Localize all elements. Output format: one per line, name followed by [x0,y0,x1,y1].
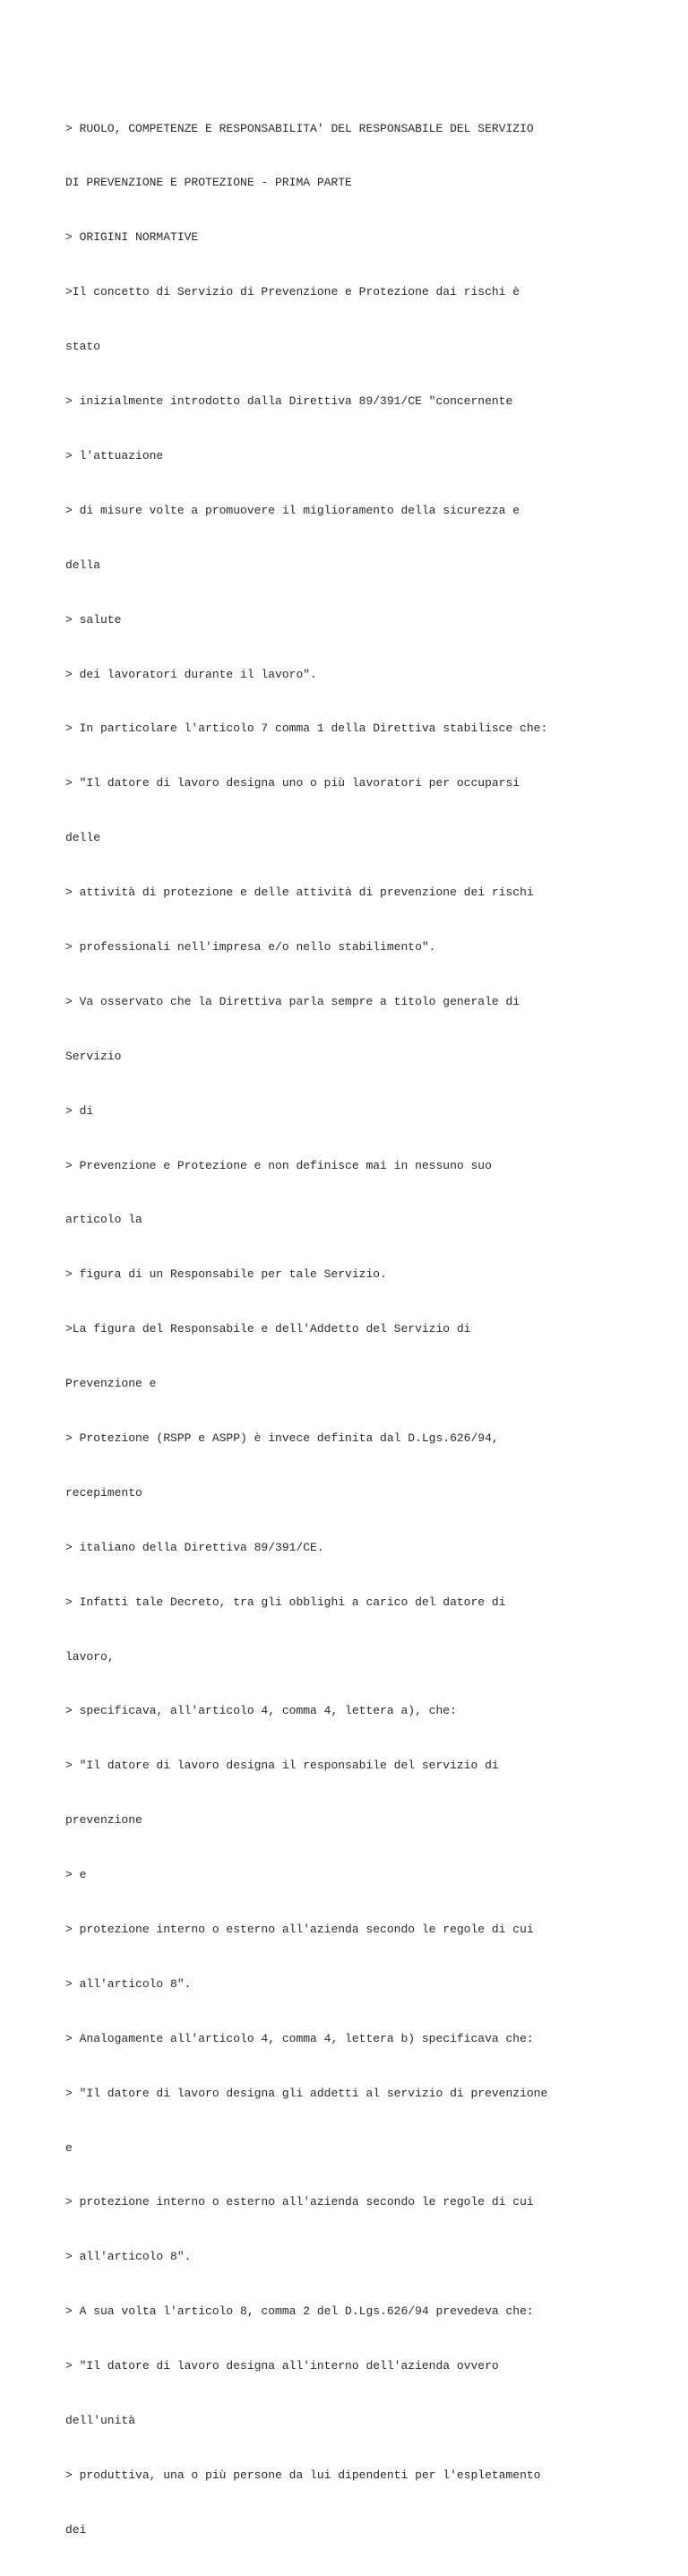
text-line: della [65,558,101,572]
text-line: > specificava, all'articolo 4, comma 4, lettera a), che: [65,1704,457,1718]
text-line: > produttiva, una o più persone da lui dipendenti per l'espletamento [65,2468,541,2482]
text-line: > "Il datore di lavoro designa uno o più lavoratori per occuparsi [65,776,520,791]
text-line: Prevenzione e [65,1377,157,1391]
text-line: > e [65,1868,87,1882]
text-line: > "Il datore di lavoro designa il responsabile del servizio di [65,1759,499,1773]
text-line: > figura di un Responsabile per tale Servizio. [65,1267,387,1282]
text-line: > di [65,1103,94,1118]
text-line: > l'attuazione [65,448,164,462]
text-line: > ORIGINI NORMATIVE [65,230,199,245]
text-line: DI PREVENZIONE E PROTEZIONE - PRIMA PARTE [65,176,352,190]
text-line: > professionali nell'impresa e/o nello stabilimento". [65,939,436,954]
text-line: > Analogamente all'articolo 4, comma 4, lettera b) specificava che: [65,2031,534,2045]
text-line: > protezione interno o esterno all'azienda secondo le regole di cui [65,2195,534,2209]
text-line: > all'articolo 8". [65,2250,192,2264]
text-line: > dei lavoratori durante il lavoro". [65,667,317,681]
document-body [65,83,675,2576]
text-line: > salute [65,612,122,627]
text-line: articolo la [65,1213,142,1227]
text-line: stato [65,340,101,354]
text-line: recepimento [65,1485,142,1500]
text-line: > di misure volte a promuovere il miglioramento della sicurezza e [65,503,520,517]
text-line: dei [65,2522,87,2537]
text-line: > Va osservato che la Direttiva parla sempre a titolo generale di [65,994,520,1008]
text-line: > italiano della Direttiva 89/391/CE. [65,1540,324,1554]
text-line: > attività di protezione e delle attività di prevenzione dei rischi [65,886,534,900]
text-line: > RUOLO, COMPETENZE E RESPONSABILITA' DEL RESPONSABILE DEL SERVIZIO [65,121,534,135]
text-line: > Protezione (RSPP e ASPP) è invece definita dal D.Lgs.626/94, [65,1431,499,1445]
text-line: > Infatti tale Decreto, tra gli obblighi a carico del datore di [65,1595,506,1609]
text-line: Servizio [65,1049,122,1063]
text-line: > In particolare l'articolo 7 comma 1 della Direttiva stabilisce che: [65,722,548,736]
text-line: >La figura del Responsabile e dell'Addetto del Servizio di [65,1322,471,1336]
text-line: > "Il datore di lavoro designa all'interno dell'azienda ovvero [65,2359,499,2373]
text-line: prevenzione [65,1813,142,1828]
text-line: > Prevenzione e Protezione e non definisce mai in nessuno suo [65,1158,492,1172]
text-line: > inizialmente introdotto dalla Direttiva 89/391/CE "concernente [65,394,513,409]
text-line: delle [65,831,101,845]
text-line: > all'articolo 8". [65,1976,192,1991]
text-line: > "Il datore di lavoro designa gli addetti al servizio di prevenzione [65,2086,548,2100]
text-line: dell'unità [65,2414,136,2427]
text-line: lavoro, [65,1649,115,1664]
text-line: >Il concetto di Servizio di Prevenzione e Protezione dai rischi è [65,285,520,299]
text-line: > protezione interno o esterno all'azienda secondo le regole di cui [65,1922,534,1936]
text-line: e [65,2140,73,2155]
text-line: > A sua volta l'articolo 8, comma 2 del D.Lgs.626/94 prevedeva che: [65,2304,534,2319]
